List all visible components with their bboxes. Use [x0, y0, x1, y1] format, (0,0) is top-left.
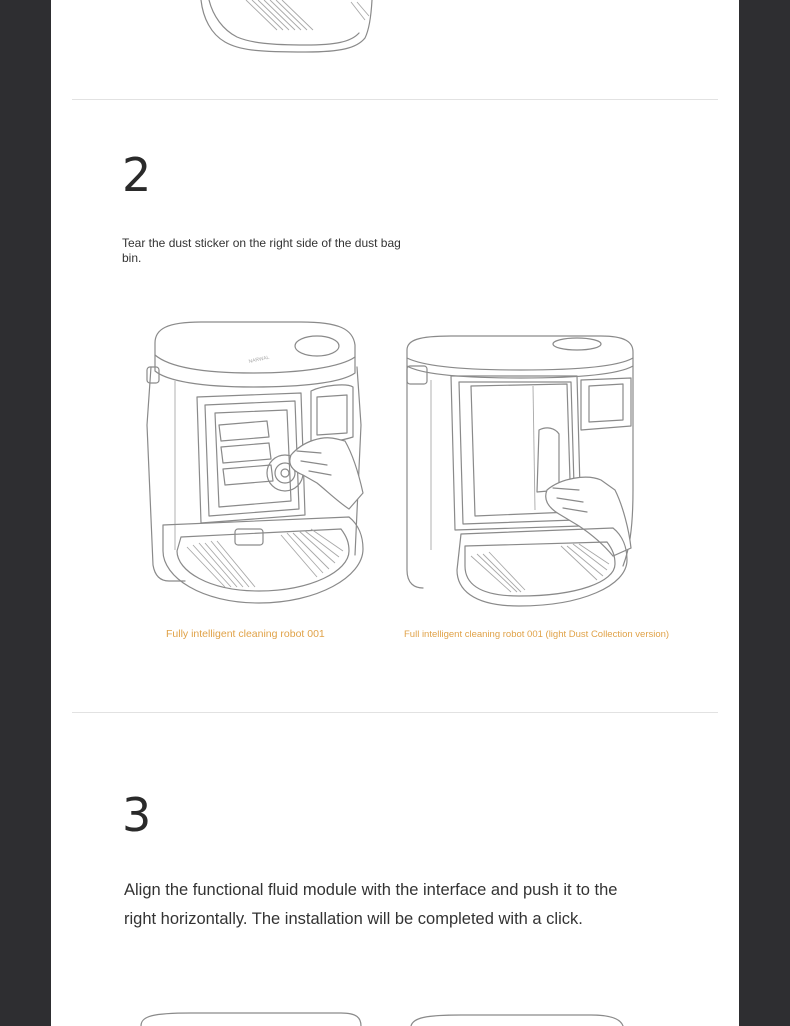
document-page [51, 0, 739, 1026]
cleaning-station-light-illustration [401, 330, 641, 630]
step-description: Tear the dust sticker on the right side of the dust bag bin. [122, 236, 401, 265]
step-number: 3 [122, 788, 152, 842]
previous-step-illustration [51, 0, 739, 60]
section-divider [72, 712, 718, 713]
svg-text:NARWAL: NARWAL [248, 354, 271, 365]
step-description: Align the functional fluid module with the interface and push it to the right horizontally. The installation will be completed with a click. [124, 881, 618, 928]
figure-caption: Fully intelligent cleaning robot 001 [166, 628, 325, 640]
figure-caption: Full intelligent cleaning robot 001 (light Dust Collection version) [404, 629, 670, 640]
cleaning-station-illustration [141, 315, 371, 615]
next-step-illustration [51, 1008, 739, 1026]
section-divider [72, 99, 718, 100]
step-number: 2 [122, 148, 152, 202]
